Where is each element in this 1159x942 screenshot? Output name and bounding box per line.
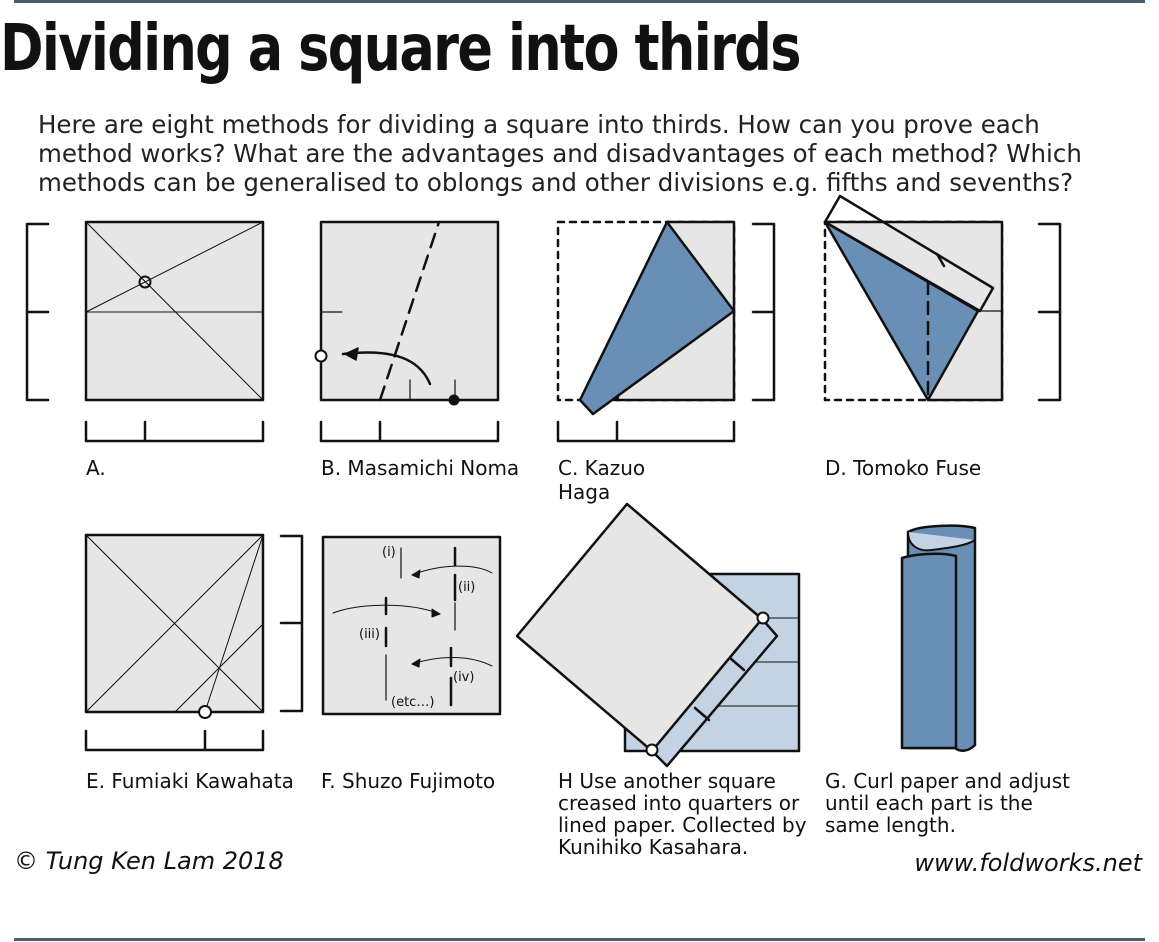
diagram-g: [902, 526, 975, 751]
f-step-iv: (iv): [453, 670, 475, 685]
caption-d: D. Tomoko Fuse: [825, 456, 982, 480]
diagram-d: [825, 196, 1060, 400]
copyright: © Tung Ken Lam 2018: [14, 847, 284, 875]
caption-f: F. Shuzo Fujimoto: [321, 769, 496, 793]
caption-g: G. Curl paper and adjust until each part is the same length.: [825, 769, 1070, 837]
diagram-c: [558, 222, 774, 441]
f-step-i: (i): [382, 545, 396, 560]
f-step-iii: (iii): [359, 627, 380, 642]
bottom-rule: [14, 938, 1145, 941]
caption-b: B. Masamichi Noma: [321, 456, 520, 480]
caption-h: H Use another square creased into quarters or lined paper. Collected by Kunihiko Kasahara.: [558, 769, 807, 859]
page-title: Dividing a square into thirds: [0, 12, 800, 86]
f-step-etc: (etc…): [391, 695, 435, 710]
website-link[interactable]: www.foldworks.net: [914, 849, 1142, 877]
caption-e: E. Fumiaki Kawahata: [86, 769, 294, 793]
diagram-e: [86, 535, 302, 750]
caption-a: A.: [86, 456, 106, 480]
f-step-ii: (ii): [458, 580, 476, 595]
diagram-a: [27, 222, 263, 441]
caption-c-line1: C. Kazuo: [558, 456, 646, 480]
diagram-b: [316, 222, 499, 441]
diagram-h: [517, 504, 799, 766]
caption-c-line2: Haga: [558, 480, 611, 504]
intro-text: Here are eight methods for dividing a square into thirds. How can you prove each method works? What are the advantages and disadvantages of each method? Which methods can be generalised to oblongs and other divisions e.g. fifths and sevenths?: [38, 110, 1082, 197]
